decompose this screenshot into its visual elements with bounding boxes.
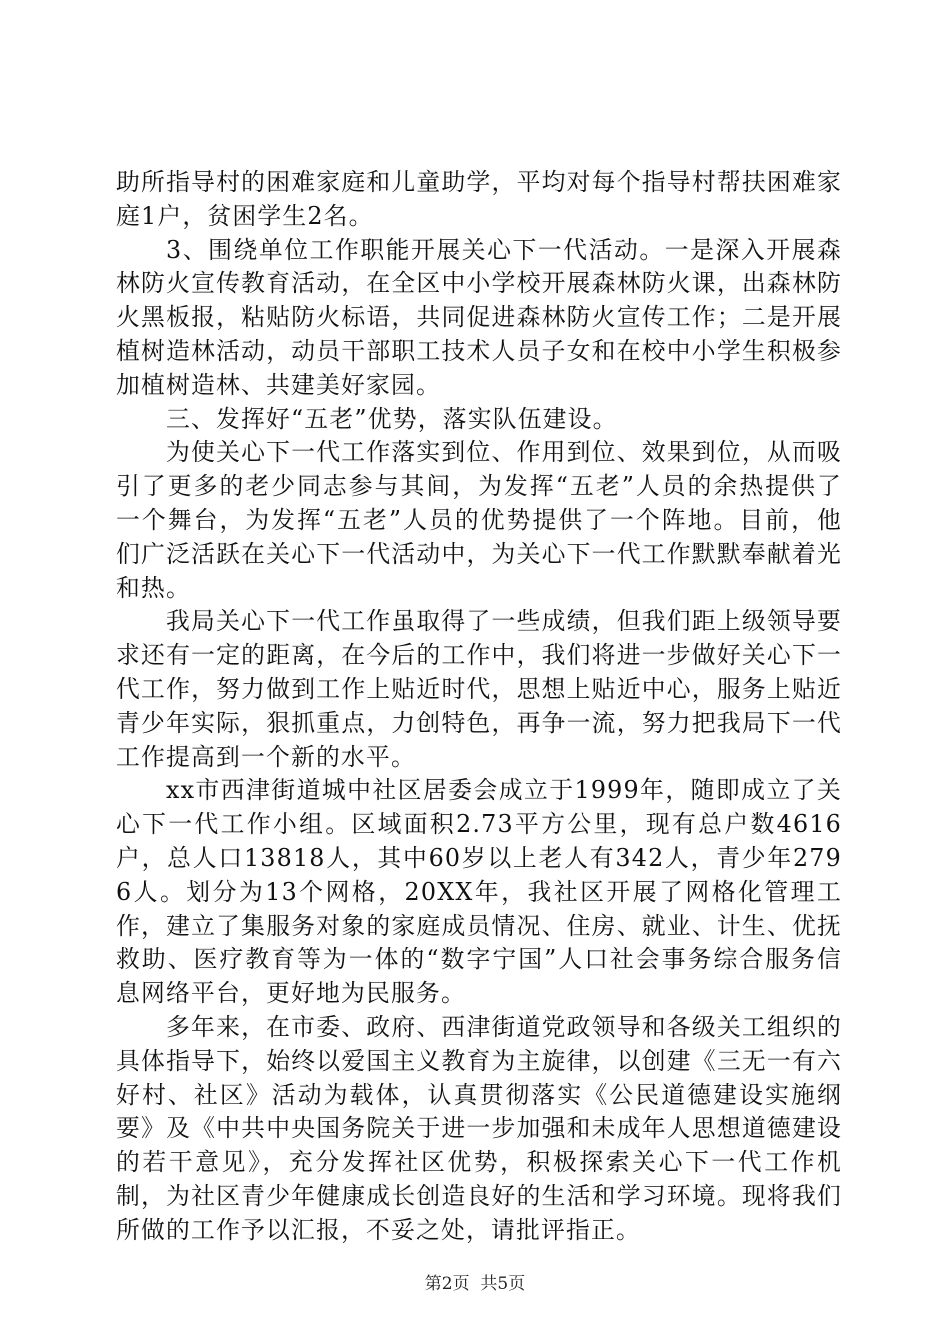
paragraph-continuation: 助所指导村的困难家庭和儿童助学，平均对每个指导村帮扶困难家庭1户，贫困学生2名。 <box>116 168 842 230</box>
document-body <box>116 166 842 1248</box>
paragraph-forest-fire-activities: 3、围绕单位工作职能开展关心下一代活动。一是深入开展森林防火宣传教育活动，在全区中小学校开展森林防火课，出森林防火黑板报，粘贴防火标语，共同促进森林防火宣传工作；二是开展植树造林活动，动员干部职工技术人员子女和在校中小学生积极参加植树造林、共建美好家园。 <box>116 235 842 399</box>
paragraph-community-overview: xx市西津街道城中社区居委会成立于1999年，随即成立了关心下一代工作小组。区域面积2.73平方公里，现有总户数4616户，总人口13818人，其中60岁以上老人有342人，青少年2796人。划分为13个网格，20XX年，我社区开展了网格化管理工作，建立了集服务对象的家庭成员情况、住房、就业、计生、优抚救助、医疗教育等为一体的“数字宁国”人口社会事务综合服务信息网络平台，更好地为民服务。 <box>116 776 842 1008</box>
page-number-footer: 第2页 共5页 <box>424 1274 526 1294</box>
section-heading-five-elders: 三、发挥好“五老”优势，落实队伍建设。 <box>166 404 618 433</box>
paragraph-future-work: 我局关心下一代工作虽取得了一些成绩，但我们距上级领导要求还有一定的距离，在今后的工作中，我们将进一步做好关心下一代工作，努力做到工作上贴近时代，思想上贴近中心，服务上贴近青少年实际，狠抓重点，力创特色，再争一流，努力把我局下一代工作提高到一个新的水平。 <box>116 607 842 771</box>
paragraph-work-summary: 多年来，在市委、政府、西津街道党政领导和各级关工组织的具体指导下，始终以爱国主义教育为主旋律，以创建《三无一有六好村、社区》活动为载体，认真贯彻落实《公民道德建设实施纲要》及《中共中央国务院关于进一步加强和未成年人思想道德建设的若干意见》，充分发挥社区优势，积极探索关心下一代工作机制，为社区青少年健康成长创造良好的生活和学习环境。现将我们所做的工作予以汇报，不妥之处，请批评指正。 <box>116 1012 842 1244</box>
paragraph-five-elders-role: 为使关心下一代工作落实到位、作用到位、效果到位，从而吸引了更多的老少同志参与其间，为发挥“五老”人员的余热提供了一个舞台，为发挥“五老”人员的优势提供了一个阵地。目前，他们广泛活跃在关心下一代活动中，为关心下一代工作默默奉献着光和热。 <box>116 438 842 602</box>
